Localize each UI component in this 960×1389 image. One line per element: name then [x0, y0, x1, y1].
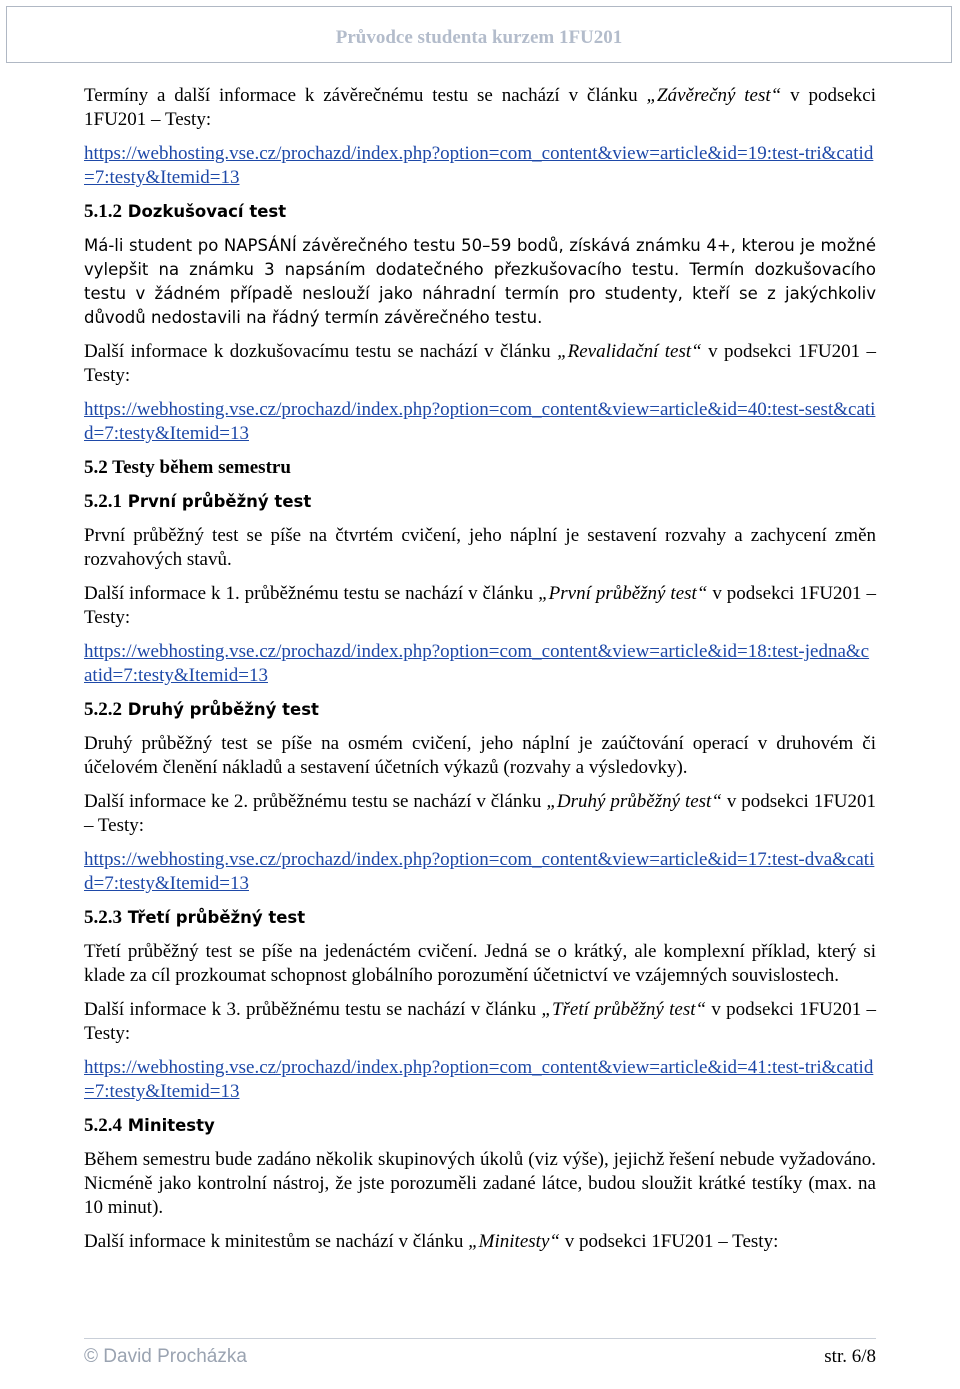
section-number: 5.2.2 — [84, 699, 122, 720]
paragraph: První průběžný test se píše na čtvrtém cvičení, jeho náplní je sestavení rozvahy a zachycení změn rozvahových stavů. — [84, 525, 876, 570]
article-title: „Třetí průběžný test“ — [541, 999, 707, 1020]
paragraph — [84, 790, 876, 838]
text: v podsekci 1FU201 – Testy: — [84, 791, 877, 836]
paragraph — [84, 234, 876, 330]
page-footer — [84, 1346, 876, 1370]
paragraph: Třetí průběžný test se píše na jedenáctém cvičení. Jedná se o krátký, ale komplexní příklad, který si klade za cíl prozkoumat schopnost globálního porozumění účetnictví ve vzájemných souvislostech. — [84, 941, 876, 986]
text: v podsekci 1FU201 – Testy: — [84, 583, 877, 628]
article-link[interactable]: https://webhosting.vse.cz/prochazd/index.php?option=com_content&view=article&id=41:test-tri&catid=7:testy&Itemid=13 — [84, 1057, 874, 1102]
text: Další informace ke 2. průběžnému testu se nachází v článku — [84, 791, 547, 812]
section-title: Minitesty — [127, 1116, 215, 1135]
article-link[interactable]: https://webhosting.vse.cz/prochazd/index.php?option=com_content&view=article&id=18:test-jedna&catid=7:testy&Itemid=13 — [84, 641, 870, 686]
section-title: Dozkušovací test — [127, 202, 287, 221]
text: Další informace k minitestům se nachází v článku — [84, 1231, 469, 1252]
page-header — [6, 6, 952, 63]
text: v podsekci 1FU201 – Testy: — [559, 1231, 779, 1252]
section-title: Druhý průběžný test — [127, 700, 319, 719]
text: v podsekci 1FU201 – Testy: — [84, 341, 877, 386]
text: Další informace k 1. průběžnému testu se nachází v článku — [84, 583, 539, 604]
section-heading — [84, 698, 876, 722]
article-link[interactable]: https://webhosting.vse.cz/prochazd/index.php?option=com_content&view=article&id=19:test-tri&catid=7:testy&Itemid=13 — [84, 143, 874, 188]
article-link[interactable]: https://webhosting.vse.cz/prochazd/index.php?option=com_content&view=article&id=17:test-dva&catid=7:testy&Itemid=13 — [84, 849, 875, 894]
paragraph — [84, 340, 876, 388]
footer-page-number: str. 6/8 — [824, 1346, 876, 1367]
article-title: „Druhý průběžný test“ — [546, 791, 722, 812]
section-heading — [84, 906, 876, 930]
section-number: 5.2 — [84, 457, 108, 478]
paragraph — [84, 1230, 876, 1254]
article-title: „První průběžný test“ — [538, 583, 708, 604]
section-heading — [84, 1114, 876, 1138]
text: Termíny a další informace k závěrečnému testu se nachází v článku — [84, 85, 647, 106]
article-link[interactable]: https://webhosting.vse.cz/prochazd/index.php?option=com_content&view=article&id=40:test-sest&catid=7:testy&Itemid=13 — [84, 399, 876, 444]
section-number: 5.2.3 — [84, 907, 122, 928]
section-number: 5.2.1 — [84, 491, 122, 512]
paragraph — [84, 998, 876, 1046]
text: Další informace k 3. průběžnému testu se nachází v článku — [84, 999, 542, 1020]
footer-author: © David Procházka — [84, 1346, 247, 1367]
paragraph — [84, 582, 876, 630]
section-number: 5.1.2 — [84, 201, 122, 222]
section-heading — [84, 490, 876, 514]
section-number: 5.2.4 — [84, 1115, 122, 1136]
article-title: „Minitesty“ — [468, 1231, 560, 1252]
section-title: První průběžný test — [127, 492, 312, 511]
text: Má-li student po NAPSÁNÍ závěrečného testu 50–59 bodů, získává známku 4+, kterou je možné vylepšit na známku 3 napsáním dodatečného přezkušovacího testu. — [84, 236, 876, 279]
text: Termín dozkušovacího testu v žádném případě neslouží jako náhradní termín pro studenty, kteří se z jakýchkoliv důvodů nedostavili na řádný termín závěrečného testu. — [84, 260, 876, 327]
paragraph: Druhý průběžný test se píše na osmém cvičení, jeho náplní je zaúčtování operací v druhovém či účelovém členění nákladů a sestavení účetních výkazů (rozvahy a výsledovky). — [84, 733, 876, 778]
header-title: Průvodce studenta kurzem 1FU201 — [335, 27, 623, 48]
document-body — [84, 84, 876, 1254]
article-title: „Závěrečný test“ — [646, 85, 782, 106]
section-title: Třetí průběžný test — [127, 908, 306, 927]
footer-divider — [84, 1338, 876, 1339]
paragraph — [84, 84, 876, 132]
text: Další informace k dozkušovacímu testu se nachází v článku — [84, 341, 558, 362]
article-title: „Revalidační test“ — [557, 341, 702, 362]
section-heading — [84, 456, 876, 480]
text: v podsekci 1FU201 – Testy: — [84, 999, 877, 1044]
paragraph: Během semestru bude zadáno několik skupinových úkolů (viz výše), jejichž řešení nebude vyžadováno. Nicméně jako kontrolní nástroj, že jste porozuměli zadané látce, budou sloužit krátké testíky (max. na 10 minut). — [84, 1149, 876, 1218]
section-title: Testy během semestru — [112, 457, 291, 478]
section-heading — [84, 200, 876, 224]
text: v podsekci 1FU201 – Testy: — [84, 85, 877, 130]
